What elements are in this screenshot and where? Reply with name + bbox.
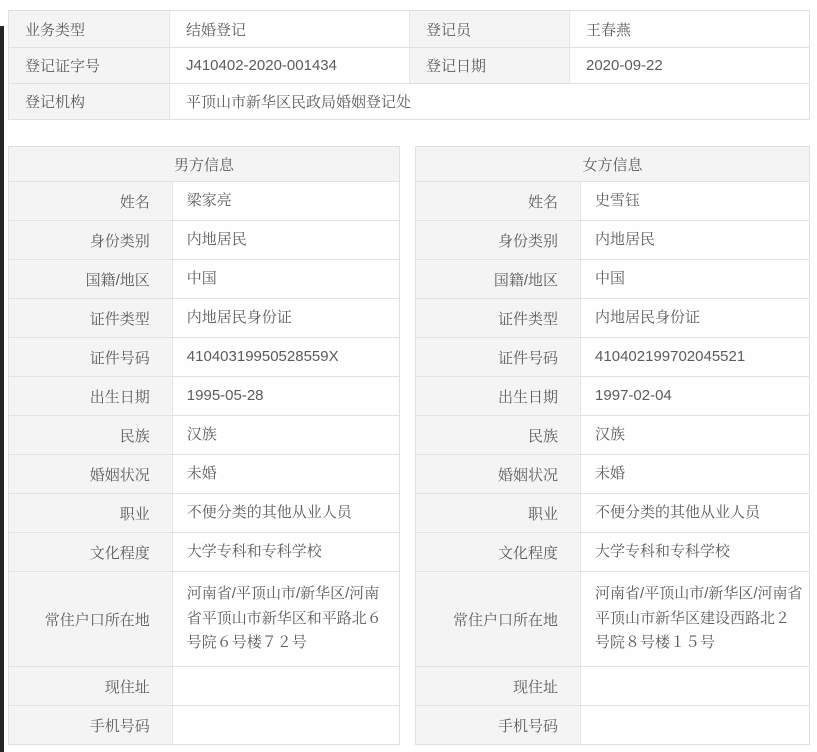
male-id-type-label: 证件类型 (9, 299, 173, 337)
male-household-address-label: 常住户口所在地 (9, 572, 173, 666)
certificate-number-label: 登记证字号 (9, 48, 169, 83)
male-identity-type-value: 内地居民 (173, 221, 399, 259)
table-row (416, 493, 809, 532)
table-row (9, 532, 399, 571)
table-row (9, 181, 399, 220)
table-row (9, 493, 399, 532)
female-household-address-label: 常住户口所在地 (416, 572, 581, 666)
female-marital-status-label: 婚姻状况 (416, 455, 581, 493)
male-occupation-label: 职业 (9, 494, 173, 532)
table-row (9, 298, 399, 337)
business-type-label: 业务类型 (9, 11, 169, 47)
female-birth-date-value: 1997-02-04 (581, 377, 809, 415)
left-edge-strip (0, 26, 4, 752)
table-row (9, 454, 399, 493)
male-education-label: 文化程度 (9, 533, 173, 571)
female-current-address-value (581, 667, 809, 705)
table-row (9, 337, 399, 376)
female-occupation-label: 职业 (416, 494, 581, 532)
male-ethnicity-value: 汉族 (173, 416, 399, 454)
table-row (416, 259, 809, 298)
male-household-address-value: 河南省/平顶山市/新华区/河南省平顶山市新华区和平路北６号院６号楼７２号 (173, 572, 399, 666)
registration-agency-value: 平顶山市新华区民政局婚姻登记处 (169, 84, 809, 119)
registrar-value: 王春燕 (569, 11, 809, 47)
female-id-type-value: 内地居民身份证 (581, 299, 809, 337)
female-identity-type-label: 身份类别 (416, 221, 581, 259)
female-education-label: 文化程度 (416, 533, 581, 571)
table-row (416, 532, 809, 571)
male-name-value: 梁家亮 (173, 182, 399, 220)
male-occupation-value: 不便分类的其他从业人员 (173, 494, 399, 532)
male-education-value: 大学专科和专科学校 (173, 533, 399, 571)
table-row (9, 376, 399, 415)
registration-date-value: 2020-09-22 (569, 48, 809, 83)
female-education-value: 大学专科和专科学校 (581, 533, 809, 571)
female-mobile-value (581, 706, 809, 744)
male-ethnicity-label: 民族 (9, 416, 173, 454)
female-ethnicity-label: 民族 (416, 416, 581, 454)
male-current-address-label: 现住址 (9, 667, 173, 705)
male-nationality-value: 中国 (173, 260, 399, 298)
female-info-table (415, 146, 810, 745)
female-id-number-label: 证件号码 (416, 338, 581, 376)
female-household-address-value: 河南省/平顶山市/新华区/河南省平顶山市新华区建设西路北２号院８号楼１５号 (581, 572, 809, 666)
table-row (9, 47, 809, 83)
male-info-title: 男方信息 (9, 147, 399, 181)
table-row (9, 83, 809, 119)
table-row (9, 415, 399, 454)
registration-agency-label: 登记机构 (9, 84, 169, 119)
table-row (9, 259, 399, 298)
male-marital-status-label: 婚姻状况 (9, 455, 173, 493)
female-birth-date-label: 出生日期 (416, 377, 581, 415)
male-current-address-value (173, 667, 399, 705)
female-info-title: 女方信息 (416, 147, 809, 181)
male-mobile-value (173, 706, 399, 744)
male-birth-date-value: 1995-05-28 (173, 377, 399, 415)
female-name-value: 史雪钰 (581, 182, 809, 220)
certificate-number-value: J410402-2020-001434 (169, 48, 409, 83)
male-identity-type-label: 身份类别 (9, 221, 173, 259)
female-identity-type-value: 内地居民 (581, 221, 809, 259)
female-mobile-label: 手机号码 (416, 706, 581, 744)
table-row (9, 666, 399, 705)
table-row (416, 571, 809, 666)
male-id-number-label: 证件号码 (9, 338, 173, 376)
table-row (416, 454, 809, 493)
registration-summary-table (8, 10, 810, 120)
table-row (416, 337, 809, 376)
table-row (416, 705, 809, 744)
table-row (416, 298, 809, 337)
table-row (9, 571, 399, 666)
female-marital-status-value: 未婚 (581, 455, 809, 493)
male-id-number-value: 41040319950528559X (173, 338, 399, 376)
table-row (416, 666, 809, 705)
female-nationality-label: 国籍/地区 (416, 260, 581, 298)
female-ethnicity-value: 汉族 (581, 416, 809, 454)
female-nationality-value: 中国 (581, 260, 809, 298)
business-type-value: 结婚登记 (169, 11, 409, 47)
male-id-type-value: 内地居民身份证 (173, 299, 399, 337)
table-row (416, 376, 809, 415)
table-row (416, 220, 809, 259)
male-name-label: 姓名 (9, 182, 173, 220)
registration-date-label: 登记日期 (409, 48, 569, 83)
male-nationality-label: 国籍/地区 (9, 260, 173, 298)
female-name-label: 姓名 (416, 182, 581, 220)
table-row (9, 11, 809, 47)
female-current-address-label: 现住址 (416, 667, 581, 705)
registrar-label: 登记员 (409, 11, 569, 47)
male-marital-status-value: 未婚 (173, 455, 399, 493)
table-row (9, 220, 399, 259)
male-info-table (8, 146, 400, 745)
table-row (416, 181, 809, 220)
female-occupation-value: 不便分类的其他从业人员 (581, 494, 809, 532)
table-row (416, 415, 809, 454)
table-row (9, 705, 399, 744)
male-mobile-label: 手机号码 (9, 706, 173, 744)
female-id-type-label: 证件类型 (416, 299, 581, 337)
female-id-number-value: 410402199702045521 (581, 338, 809, 376)
male-birth-date-label: 出生日期 (9, 377, 173, 415)
